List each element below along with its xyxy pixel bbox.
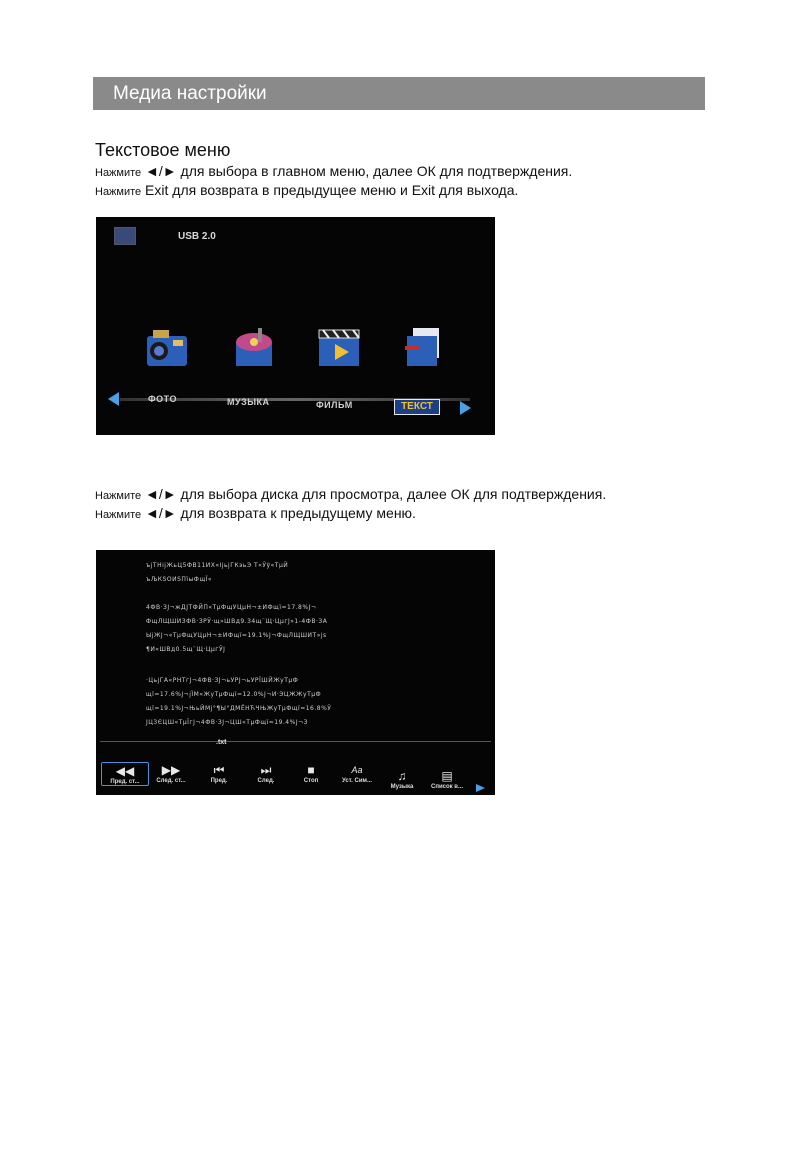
instruction-text: ◄/► для выбора диска для просмотра, далее ОК для подтверждения.: [141, 486, 607, 502]
fast-forward-icon: ▶▶: [161, 763, 181, 777]
control-label: След. ст...: [156, 778, 186, 784]
instruction-lead: Нажмите: [95, 490, 142, 502]
instruction-lead: Нажмите: [95, 509, 142, 521]
divider: [100, 741, 491, 742]
menu-item-text-selected[interactable]: ТЕКСТ: [394, 399, 440, 415]
text-line: щї=19.1%Ј¬ЊьЙМј°¶Ы°ДМЁНЋЧЊЖуТµФщї=16.8%Ў: [146, 705, 332, 712]
control-label: Пред. ст...: [110, 779, 140, 785]
section-header-title: Медиа настройки: [113, 83, 267, 104]
media-menu-screenshot: [96, 217, 495, 435]
control-stop[interactable]: [288, 762, 334, 784]
menu-item-music[interactable]: МУЗЫКА: [227, 397, 270, 407]
music-note-icon: ♫: [397, 769, 407, 783]
music-disc-icon[interactable]: [230, 324, 278, 370]
control-label: Пред.: [210, 778, 228, 784]
text-viewer-screenshot: [96, 550, 495, 795]
text-document-icon[interactable]: [399, 324, 447, 370]
page-title: Текстовое меню: [95, 140, 231, 160]
stop-icon: ■: [307, 763, 315, 777]
control-next-page[interactable]: [148, 762, 194, 784]
camera-icon[interactable]: [143, 324, 191, 370]
instruction-text: ◄/► для возврата к предыдущему меню.: [141, 505, 416, 521]
instruction-lead: Нажмите: [95, 167, 142, 179]
control-label: След.: [257, 778, 275, 784]
arrow-right-icon[interactable]: [460, 401, 471, 415]
control-label: Музыка: [390, 784, 414, 790]
text-line: ЈЦ3ЄЦШ«ТµЇгЈ¬4ФВ·ЗЈ¬ЦШ«ТµФщї=19.4%Ј¬З: [146, 719, 308, 726]
control-playlist[interactable]: [424, 768, 470, 790]
text-line: ЫјЖЈ¬«ТµФщУЦµН¬±ИФщї=19.1%Ј¬ФщЛЩШИТ»јs: [146, 632, 327, 639]
skip-previous-icon: ⏮: [213, 763, 225, 777]
text-line: ·ЦьјГА«РНТгЈ¬4ФВ·ЗЈ¬ьУРЈ¬ьУРЇШЙЖуТµФ: [146, 677, 299, 684]
menu-item-movie[interactable]: ФИЛЬМ: [316, 400, 353, 410]
instruction-text: ◄/► для выбора в главном меню, далее ОК для подтверждения.: [141, 163, 573, 179]
text-line: щї=17.6%Ј¬јЇМ«ЖуТµФщї=12.0%Ј¬И·ЭЦЖЖуТµФ: [146, 691, 322, 698]
text-line: ъјТНіјЖьЦ5ФВ11ИХ«ІјьјГКэьЭ Т«Ўў«ТµЙ: [146, 562, 289, 569]
text-line: ¶И«ШВд0.5щ¨Щ·ЦµгЎЈ: [146, 646, 226, 653]
arrow-left-icon[interactable]: [108, 392, 119, 406]
instruction-line-1: [95, 163, 572, 179]
rewind-icon: ◀◀: [115, 764, 135, 778]
skip-next-icon: ⏭: [260, 763, 272, 777]
text-line: ФщЛЩШИЗФВ·ЗРЎ·щ»ШВд9.34щ¨Щ·ЦµгЈ»1-4ФВ·ЗА: [146, 618, 328, 625]
control-music[interactable]: [379, 768, 425, 790]
file-name: .txt: [216, 739, 227, 746]
control-label: Стоп: [303, 778, 319, 784]
control-previous[interactable]: [196, 762, 242, 784]
control-next[interactable]: [243, 762, 289, 784]
instruction-line-4: [95, 505, 416, 521]
instruction-line-3: [95, 486, 606, 502]
control-label: Уст. Сим...: [342, 778, 372, 784]
menu-item-photo[interactable]: ФОТО: [148, 394, 177, 404]
text-line: ъЉКЅОИЅПїыФщЇ«: [146, 576, 213, 583]
film-clapper-icon[interactable]: [315, 324, 363, 370]
usb-icon: [114, 227, 136, 245]
text-line: 4ФВ·ЗЈ¬жДЈТФЙП«ТµФщУЦµН¬±ИФщї=17.8%Ј¬: [146, 604, 317, 611]
playlist-icon: ▤: [441, 769, 453, 783]
control-label: Список в...: [430, 784, 463, 790]
instruction-text: Exit для возврата в предыдущее меню и Exit для выхода.: [141, 182, 519, 198]
instruction-lead: Нажмите: [95, 186, 142, 198]
control-prev-page[interactable]: [101, 762, 149, 786]
section-header: [93, 77, 705, 110]
control-font-settings[interactable]: [334, 762, 380, 784]
arrow-right-icon[interactable]: [476, 784, 485, 792]
usb-label: USB 2.0: [178, 231, 216, 242]
font-settings-icon: Aa: [351, 765, 363, 775]
instruction-line-2: [95, 182, 518, 198]
